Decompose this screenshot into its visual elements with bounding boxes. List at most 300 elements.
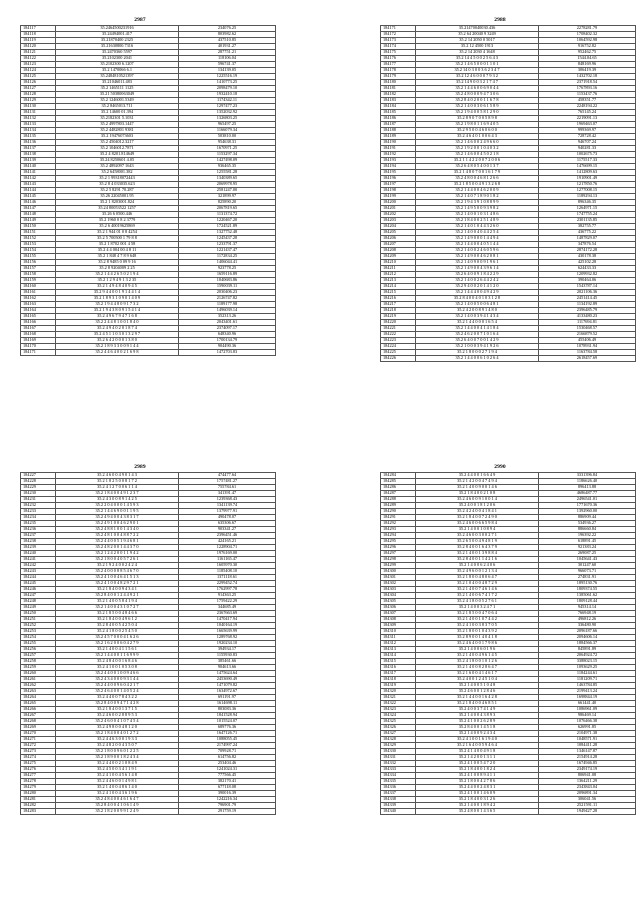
code-cell: 35.2 4 8 1 0 0 4 8 8 7 2 2: [56, 533, 179, 539]
code-cell: 35.2 14 4 5 0 0 2 5 6 4 3: [416, 56, 539, 62]
row-id-cell: 184255: [21, 641, 56, 647]
code-cell: 35.2 1 9 4 0 0 5 8 1 2 9 0: [416, 110, 539, 116]
code-cell: 35.2 1 4 0 0 4 8 6 1 4 0: [56, 785, 179, 791]
code-cell: 35.2 14 2030 4 1648: [416, 50, 539, 56]
data-table: [20, 472, 276, 815]
amount-cell: 1410773.25: [179, 80, 276, 86]
table-panel: [380, 463, 620, 815]
amount-cell: 1371118.61: [179, 575, 276, 581]
code-cell: 35.2 1 4 4 4 0 0 4 9 4 2 9: [416, 290, 539, 296]
amount-cell: 1076466.38: [539, 719, 636, 725]
row-id-cell: 184145: [21, 194, 56, 200]
table-panel: [20, 463, 260, 815]
amount-cell: 4686487.77: [539, 491, 636, 497]
code-cell: 35.2 4 1 0 0 4 5 6 1 4 8: [56, 773, 179, 779]
row-id-cell: 184279: [21, 785, 56, 791]
amount-cell: 2371918.54: [539, 80, 636, 86]
row-id-cell: 184330: [381, 749, 416, 755]
row-id-cell: 184130: [21, 104, 56, 110]
row-id-cell: 184305: [381, 599, 416, 605]
code-cell: 35.2 1 4 0 0 8 2 8 6 4 7: [416, 665, 539, 671]
row-id-cell: 184122: [21, 56, 56, 62]
row-id-cell: 184306: [381, 605, 416, 611]
amount-cell: 2096891.34: [539, 791, 636, 797]
code-cell: 35.2 1 4 4 0 0 4 0 5 1 4 4: [416, 242, 539, 248]
row-id-cell: 184250: [21, 611, 56, 617]
amount-cell: 1086961.09: [539, 707, 636, 713]
row-id-cell: 184268: [21, 719, 56, 725]
row-id-cell: 184245: [21, 581, 56, 587]
code-cell: 35.2 1 4 0 0 2 4 6 0 5 9 6: [416, 248, 539, 254]
code-cell: 35.2 4 8 0 0 0 9 4 7 3 0 6: [416, 92, 539, 98]
code-cell: 35.2 4 1 8 0 0 1 0 1 2 6: [416, 659, 539, 665]
row-id-cell: 184191: [381, 146, 416, 152]
amount-cell: 1406044.41: [179, 260, 276, 266]
page-number-title: 2988: [494, 17, 506, 23]
amount-cell: 999369.97: [539, 128, 636, 134]
amount-cell: 2367663.69: [179, 611, 276, 617]
row-id-cell: 184182: [381, 92, 416, 98]
code-cell: 35.2 1 4 0 0 3 0 6 1 5 8 9: [416, 104, 539, 110]
amount-cell: 306041.56: [539, 797, 636, 803]
table-row: [21, 350, 276, 356]
code-cell: 35.2 1 4 0 0 6 2 4 0 6: [416, 563, 539, 569]
amount-cell: 1093629.25: [539, 665, 636, 671]
amount-cell: 2374097.17: [179, 326, 276, 332]
code-cell: 35.2102300 6.1207: [56, 62, 179, 68]
row-id-cell: 184234: [21, 515, 56, 521]
amount-cell: 2396485.79: [539, 308, 636, 314]
row-id-cell: 184189: [381, 134, 416, 140]
code-cell: 35.2 6 4 2 0 0 0 1 3 8 0: [56, 338, 179, 344]
code-cell: 35.2 4 6 0 0 4 1 0 7 4 5 4: [56, 719, 179, 725]
amount-cell: 1221437.47: [179, 248, 276, 254]
code-cell: 35.2 4 1 0 0 1 4 6 0 9: [416, 791, 539, 797]
amount-cell: 2094606.14: [539, 635, 636, 641]
amount-cell: 916752.82: [539, 44, 636, 50]
amount-cell: 134139.05: [179, 68, 276, 74]
amount-cell: 2030406.23: [179, 290, 276, 296]
row-id-cell: 184263: [21, 689, 56, 695]
code-cell: 35.2 1 4 0 0 6 7 4 1 7 2: [416, 593, 539, 599]
amount-cell: 689776.36: [179, 725, 276, 731]
row-id-cell: 184270: [21, 731, 56, 737]
row-id-cell: 184294: [381, 533, 416, 539]
row-id-cell: 184194: [381, 164, 416, 170]
code-cell: 35.2 1 8 5 0 0 4 8 4 6 6: [56, 611, 179, 617]
row-id-cell: 184176: [381, 56, 416, 62]
row-id-cell: 184317: [381, 671, 416, 677]
code-cell: 35.2 1 2 4 2 0 0 1 1 9 4 2: [56, 551, 179, 557]
row-id-cell: 184156: [21, 260, 56, 266]
row-id-cell: 184265: [21, 701, 56, 707]
code-cell: 35.2 4 6 0 0 2 8 8 9 5 3: [56, 713, 179, 719]
amount-cell: 626991.85: [539, 725, 636, 731]
row-id-cell: 184170: [21, 344, 56, 350]
amount-cell: 1910901.49: [539, 176, 636, 182]
amount-cell: 2496541.01: [539, 497, 636, 503]
code-cell: 35.2484810521397: [56, 74, 179, 80]
code-cell: 35.2 4 4 6 4 0 0 2 1 6 9 8: [56, 350, 179, 356]
code-cell: 35.2 4 2 0 0 8 9 1 4 8 0: [416, 308, 539, 314]
code-cell: 35.2 8 4 0 0 1 6 4 3 7 9: [416, 545, 539, 551]
code-cell: 35.2 4 6 0 0 3 0 0 2 7 1: [416, 533, 539, 539]
code-cell: 35.2 1 9 2 0 0 1 0 4 0 3 2: [416, 146, 539, 152]
amount-cell: 1048571.91: [539, 737, 636, 743]
amount-cell: 2278281.79: [539, 26, 636, 32]
code-cell: 35.2 4 8 8 1 0 0 1 4 3 4 0: [56, 527, 179, 533]
code-cell: 35.2 4 1 0 0 1 0 5 3 0 8: [56, 665, 179, 671]
code-cell: 35.24 8250601 4.05: [56, 158, 179, 164]
code-cell: 35.2 1 8 0 0 4 0 5 7 2 6 1: [56, 557, 179, 563]
row-id-cell: 184223: [381, 338, 416, 344]
row-id-cell: 184257: [21, 653, 56, 659]
amount-cell: 1605970.30: [179, 563, 276, 569]
row-id-cell: 184243: [21, 569, 56, 575]
amount-cell: 965497.25: [179, 122, 276, 128]
code-cell: 35.2 1 8 4 0 0 4 9 6 1 2: [56, 617, 179, 623]
row-id-cell: 184238: [21, 539, 56, 545]
amount-cell: 803982.62: [179, 32, 276, 38]
row-id-cell: 184161: [21, 290, 56, 296]
amount-cell: 1364211.29: [539, 779, 636, 785]
code-cell: 35.2 8 9204009 2 25: [56, 266, 179, 272]
row-id-cell: 184129: [21, 98, 56, 104]
code-cell: 35.2 4892097 1643: [56, 164, 179, 170]
amount-cell: 496812.26: [539, 617, 636, 623]
row-id-cell: 184162: [21, 296, 56, 302]
code-cell: 35.2 1 8 4 0 0 4 6 8 5 1: [416, 701, 539, 707]
code-cell: 35.2 1 4 0 0 3 9 4 1 4 3 4: [416, 314, 539, 320]
row-id-cell: 184281: [21, 797, 56, 803]
amount-cell: 728728.42: [539, 134, 636, 140]
row-id-cell: 184336: [381, 785, 416, 791]
amount-cell: 1166079.34: [179, 128, 276, 134]
code-cell: 35.2 1 2 9 4 9 1 3 2 35: [56, 278, 179, 284]
row-id-cell: 184233: [21, 509, 56, 515]
code-cell: 35.2 4 6 0 0 9 1 0 0 1 4: [416, 497, 539, 503]
code-cell: 35.2 1 9 4 4 8 0 9 1 7 3 2: [56, 302, 179, 308]
row-id-cell: 184158: [21, 272, 56, 278]
amount-cell: 1255581.28: [179, 170, 276, 176]
row-id-cell: 184339: [381, 803, 416, 809]
row-id-cell: 184218: [381, 308, 416, 314]
row-id-cell: 184125: [21, 74, 56, 80]
code-cell: 35.2 4 5 7 0 0 0 4 1 6 2 6: [56, 635, 179, 641]
row-id-cell: 184286: [381, 485, 416, 491]
row-id-cell: 184128: [21, 92, 56, 98]
code-cell: 35.2 4 1 0 0 8 9 4 1 1: [416, 773, 539, 779]
amount-cell: 1327752.48: [179, 230, 276, 236]
code-cell: 35.2 1 6 4 0 0 5 9 4 6 4: [416, 743, 539, 749]
code-cell: 35.2 1 4 4 0 0 1 1 6 9 9 9: [56, 653, 179, 659]
code-cell: 35.2 4 8 0 0 1 4 3 6 5: [416, 809, 539, 815]
amount-cell: 1239368.43: [179, 497, 276, 503]
code-cell: 35.2 4 6 2 0 0 7 1 0 1 6 4: [416, 332, 539, 338]
amount-cell: 1759422.29: [179, 599, 276, 605]
amount-cell: 269087.25: [539, 551, 636, 557]
code-cell: 35.2 8 4 0 0 1 2 4 4 9 2 1: [56, 593, 179, 599]
code-cell: 35.2 1 4 9 4 8 4 0 9 4 5: [56, 284, 179, 290]
code-cell: 35.2 1 4 8 0 7 0 0 1 6 1 7 9: [416, 170, 539, 176]
code-cell: 35.2 1 944 01 0 8 4254: [56, 230, 179, 236]
code-cell: 35.2 1470066 6.1: [56, 68, 179, 74]
amount-cell: 274831.91: [539, 575, 636, 581]
code-cell: 35.2 1 8702 001 4 58: [56, 242, 179, 248]
amount-cell: 886909.44: [539, 515, 636, 521]
amount-cell: 196392.22: [539, 533, 636, 539]
row-id-cell: 184195: [381, 170, 416, 176]
amount-cell: 1487829.07: [539, 236, 636, 242]
row-id-cell: 184169: [21, 338, 56, 344]
row-id-cell: 184249: [21, 605, 56, 611]
amount-cell: 1015524.07: [179, 719, 276, 725]
row-id-cell: 184338: [381, 797, 416, 803]
amount-cell: 2154914.28: [539, 755, 636, 761]
amount-cell: 903341.27: [179, 527, 276, 533]
row-id-cell: 184202: [381, 212, 416, 218]
code-cell: 35.2 1 9 2 4 0 0 2 4 2 4: [56, 563, 179, 569]
row-id-cell: 184299: [381, 563, 416, 569]
amount-cell: 1297477.23: [179, 104, 276, 110]
code-cell: 35.2 1 4 0 0 1 8 9 4 2: [416, 803, 539, 809]
amount-cell: 347876.54: [539, 242, 636, 248]
amount-cell: 1665639.99: [179, 629, 276, 635]
amount-cell: 1412809.63: [539, 170, 636, 176]
row-id-cell: 184321: [381, 695, 416, 701]
code-cell: 35.2 1465111 1125: [56, 86, 179, 92]
row-id-cell: 184302: [381, 581, 416, 587]
row-id-cell: 184117: [21, 26, 56, 32]
row-id-cell: 184146: [21, 200, 56, 206]
row-id-cell: 184300: [381, 569, 416, 575]
row-id-cell: 184253: [21, 629, 56, 635]
amount-cell: 287751.21: [179, 50, 276, 56]
row-id-cell: 184252: [21, 623, 56, 629]
amount-cell: 2219091.13: [539, 116, 636, 122]
amount-cell: 1530468.57: [539, 326, 636, 332]
code-cell: 35.2 1046012.7871: [56, 146, 179, 152]
amount-cell: 474477.64: [179, 473, 276, 479]
amount-cell: 1392960.00: [539, 509, 636, 515]
row-id-cell: 184143: [21, 182, 56, 188]
row-id-cell: 184304: [381, 593, 416, 599]
code-cell: 35.2 1 4 4 2 6 5 0 2 1 9 4: [56, 272, 179, 278]
amount-cell: 1670971.25: [179, 146, 276, 152]
code-cell: 35.2 1 4 6 0 0 4 5 0 2 1 8: [416, 152, 539, 158]
code-cell: 35.2 1 4 0 0 1 3 9 8 8 4: [416, 551, 539, 557]
row-id-cell: 184326: [381, 725, 416, 731]
code-cell: 35.2 4 8 4 0 0 4 6 1 6 4 7: [56, 797, 179, 803]
code-cell: 35.2 1 6 0 0 4 1 4 6 1 7: [416, 671, 539, 677]
row-id-cell: 184147: [21, 206, 56, 212]
row-id-cell: 184211: [381, 266, 416, 272]
amount-cell: 1346147.87: [539, 749, 636, 755]
row-id-cell: 184174: [381, 44, 416, 50]
amount-cell: 1117694.81: [539, 320, 636, 326]
code-cell: 35.2 1 8 0 0 4 2 7 8 6: [416, 779, 539, 785]
row-id-cell: 184142: [21, 176, 56, 182]
code-cell: 35.2 8 4 0 0 1 1 4 2 1 6: [416, 557, 539, 563]
code-cell: 35.2 4 6 0 0 4 9 0 1 4 3: [56, 473, 179, 479]
amount-cell: 1969463.07: [539, 122, 636, 128]
row-id-cell: 184328: [381, 737, 416, 743]
amount-cell: 1155930.83: [179, 653, 276, 659]
code-cell: 35.2 8 4 033035.623: [56, 182, 179, 188]
code-cell: 35.2 1 4 0 0 4 9 6 1 4 5: [416, 653, 539, 659]
code-cell: 35.2 12 4 6 0 0 0 7 9 3 2: [416, 74, 539, 80]
code-cell: 35.2 1 4 4 0 0 4 1 4 1 8 4: [416, 326, 539, 332]
row-id-cell: 184215: [381, 290, 416, 296]
code-cell: 35.2 1 1 4 2 2 0 0 7 2 0 0 6: [416, 158, 539, 164]
row-id-cell: 184254: [21, 635, 56, 641]
code-cell: 35.2 1 4 0 0 5 8 4 1 9 4: [56, 599, 179, 605]
row-id-cell: 184315: [381, 659, 416, 665]
code-cell: 35.2 8 4 0 2 0 0 1 1 6 7 8: [416, 98, 539, 104]
amount-cell: 1186626.40: [539, 479, 636, 485]
amount-cell: 2396451.46: [179, 533, 276, 539]
row-id-cell: 184134: [21, 128, 56, 134]
amount-cell: 534936.27: [539, 521, 636, 527]
row-id-cell: 184196: [381, 176, 416, 182]
row-id-cell: 184167: [21, 326, 56, 332]
amount-cell: 1976169.00: [179, 551, 276, 557]
amount-cell: 1134192.89: [539, 302, 636, 308]
row-id-cell: 184271: [21, 737, 56, 743]
amount-cell: 2248194.22: [539, 104, 636, 110]
amount-cell: 1064592.98: [539, 38, 636, 44]
code-cell: 35.2 1 4 2 0 0 4 7 4 9 4: [416, 479, 539, 485]
amount-cell: 1809128.44: [539, 599, 636, 605]
code-cell: 35.2 2 0 4 0 0 0 1 4 5 9 3: [56, 503, 179, 509]
code-cell: 35.2 8 9 0 0 1 4 0 4 1 8: [416, 635, 539, 641]
row-id-cell: 184177: [381, 62, 416, 68]
code-cell: 35.2 1 4 0 0 4 3 1 0 7 2 7: [56, 605, 179, 611]
code-cell: 35.2 4 3 4 0 0 0 9 3 1 4 4: [56, 677, 179, 683]
code-cell: 35.2 1 4 0 0 9 0 0 1 4 6: [416, 485, 539, 491]
code-cell: 35.2 4 6 4 0 0 1 7 9 8 6: [416, 641, 539, 647]
code-cell: 35.2 4 9 8 0 0 4 8 1 2 0: [56, 725, 179, 731]
row-id-cell: 184193: [381, 158, 416, 164]
row-id-cell: 184297: [381, 551, 416, 557]
row-id-cell: 184188: [381, 128, 416, 134]
amount-cell: 1131374.72: [179, 212, 276, 218]
amount-cell: 635306.67: [179, 521, 276, 527]
row-id-cell: 184171: [381, 26, 416, 32]
row-id-cell: 184159: [21, 278, 56, 284]
code-cell: 35.2 4 5 0 0 3 4 1 1 9 1: [56, 767, 179, 773]
row-id-cell: 184209: [381, 254, 416, 260]
row-id-cell: 184153: [21, 242, 56, 248]
code-cell: 35.2 1 8 4 0 0 1 3 7 1 5: [56, 707, 179, 713]
row-id-cell: 184259: [21, 665, 56, 671]
code-cell: 35.21470040030.436: [416, 26, 539, 32]
row-id-cell: 184178: [381, 68, 416, 74]
code-cell: 35.2 1 8 4 0 0 4 0 1 2 7 2: [56, 731, 179, 737]
amount-cell: 777566.45: [179, 773, 276, 779]
amount-cell: 618891.45: [539, 539, 636, 545]
row-id-cell: 184187: [381, 122, 416, 128]
amount-cell: 1340389.65: [179, 176, 276, 182]
page-number-title: 2989: [134, 464, 146, 470]
row-id-cell: 184244: [21, 575, 56, 581]
amount-cell: 1932410.18: [179, 92, 276, 98]
amount-cell: 1724521.89: [179, 224, 276, 230]
code-cell: 35.2 4 0 0 0 8 8 5 4 6 7 0: [56, 569, 179, 575]
code-cell: 35.21046011.483: [56, 80, 179, 86]
code-cell: 35.2 1 8 9 3 1 0 9 0 1 4 0 9: [56, 296, 179, 302]
row-id-cell: 184301: [381, 575, 416, 581]
row-id-cell: 184126: [21, 80, 56, 86]
code-cell: 35.2 4 2 4 0 0 4 1 8 4 1: [416, 509, 539, 515]
table-panel: [20, 16, 260, 356]
row-id-cell: 184231: [21, 497, 56, 503]
amount-cell: 886660.84: [539, 527, 636, 533]
amount-cell: 661441.40: [539, 701, 636, 707]
code-cell: 35.2 4 4 0 0 2 4 8 3 1: [416, 785, 539, 791]
amount-cell: 1590039.11: [179, 284, 276, 290]
amount-cell: 1228904.71: [179, 545, 276, 551]
code-cell: 35.2 4 4 0 0 5 1 9 4 6 8 1: [56, 539, 179, 545]
row-id-cell: 184203: [381, 218, 416, 224]
data-table: [380, 472, 636, 815]
code-cell: 35.2 1 8 2 5 0 0 8 1 7 2: [56, 479, 179, 485]
amount-cell: 945314.14: [539, 605, 636, 611]
code-cell: 35.2 4 1 8 0 0 2 5 4 5 0: [56, 629, 179, 635]
row-id-cell: 184242: [21, 563, 56, 569]
amount-cell: 1189294.13: [539, 194, 636, 200]
amount-cell: 382755.77: [539, 224, 636, 230]
code-cell: 35.2 4 9 6 7 9 4 7 1 6 8: [56, 314, 179, 320]
row-id-cell: 184229: [21, 485, 56, 491]
code-cell: 35.2 1 4 0 0 4 0 4 4 2 5 4: [416, 230, 539, 236]
amount-cell: 921383.24: [539, 545, 636, 551]
code-cell: 35.26 6 0500.446: [56, 212, 179, 218]
code-cell: 35.2 4 8 0 0 4 6 8 1 2 6 6: [416, 176, 539, 182]
amount-cell: 1242216.34: [179, 797, 276, 803]
row-id-cell: 184186: [381, 116, 416, 122]
code-cell: 35.2 1 4 2 0 0 1 3 1 1: [416, 755, 539, 761]
code-cell: 35.2 1 8 9 3 3 0 0 9 1 4 4: [56, 344, 179, 350]
code-cell: 35.2 8 9485 0 09 9 16: [56, 260, 179, 266]
row-id-cell: 184307: [381, 611, 416, 617]
code-cell: 35.2 1 8 0 0 4 8 0 6 4 7: [416, 575, 539, 581]
row-id-cell: 184213: [381, 278, 416, 284]
amount-cell: 765145.24: [539, 110, 636, 116]
row-id-cell: 184124: [21, 68, 56, 74]
code-cell: 35.2 1 8 0 0 0 2 7 1 9 4: [416, 350, 539, 356]
code-cell: 35.2 1 9 4 3 8 0 9 1 5 4 1 4: [56, 308, 179, 314]
row-id-cell: 184318: [381, 677, 416, 683]
row-id-cell: 184310: [381, 629, 416, 635]
row-id-cell: 184332: [381, 761, 416, 767]
row-id-cell: 184258: [21, 659, 56, 665]
amount-cell: 1427498.09: [179, 158, 276, 164]
table-row: [21, 809, 276, 815]
amount-cell: 2021106.36: [539, 290, 636, 296]
amount-cell: 1352032.92: [179, 110, 276, 116]
code-cell: 35.2 4 0 0 1 2 4 5 1 0 4: [416, 677, 539, 683]
row-id-cell: 184295: [381, 539, 416, 545]
code-cell: 35.2 1 8 4 0 0 2 1 0 8: [416, 491, 539, 497]
table-row: [381, 809, 636, 815]
amount-cell: 1078931.94: [539, 344, 636, 350]
amount-cell: 1175517.33: [539, 158, 636, 164]
code-cell: 35.2 1 4 0 0 6 0 1 9 6: [416, 647, 539, 653]
code-cell: 35.2 1 8 5 0 0 4 7 0 6 4: [416, 611, 539, 617]
code-cell: 35.2 1 6 2 0 0 6 0 4 2 7 9: [56, 641, 179, 647]
code-cell: 35.2 4 1 0 0 4 3 6 1 9 6: [56, 791, 179, 797]
